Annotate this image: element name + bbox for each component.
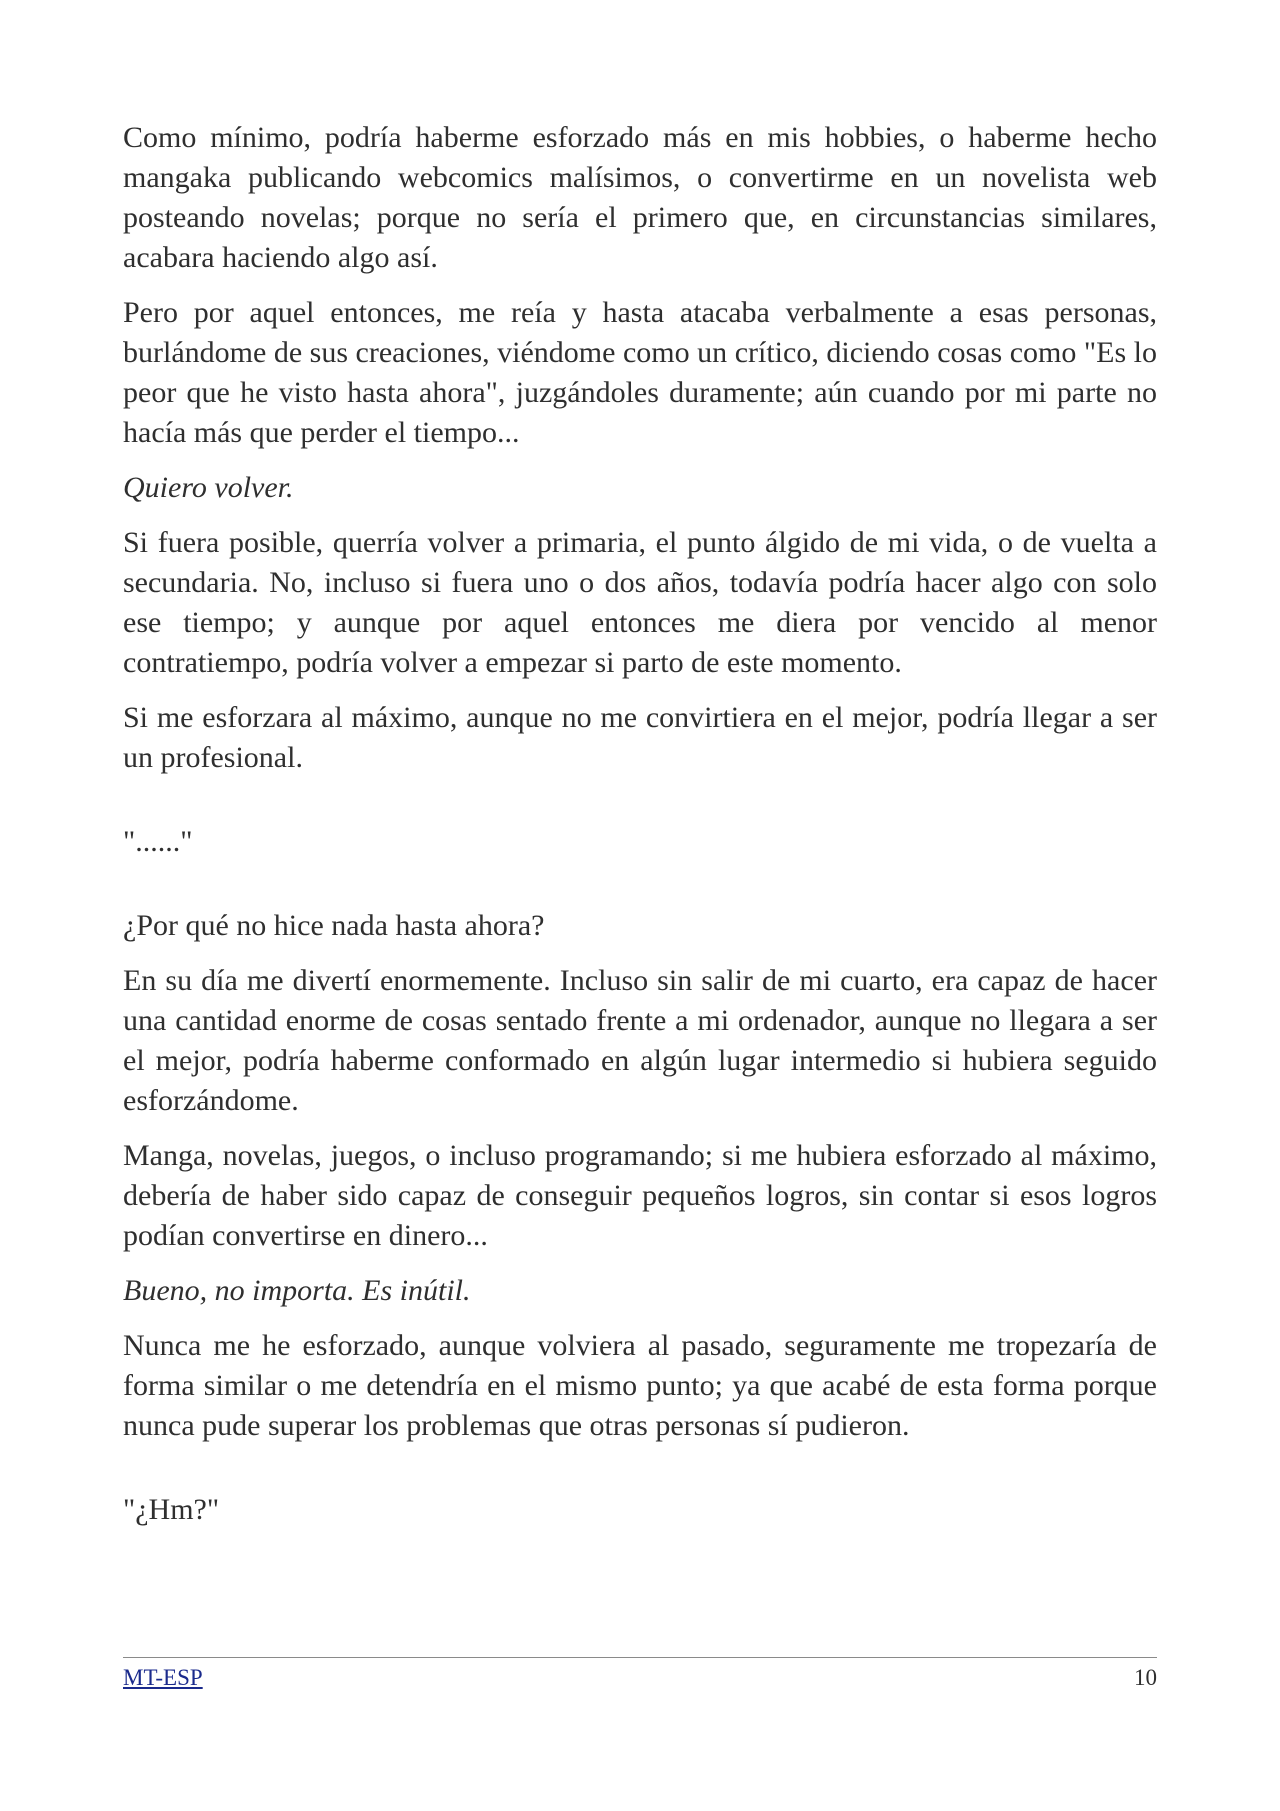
paragraph: Manga, novelas, juegos, o incluso programando; si me hubiera esforzado al máximo, debería de haber sido capaz de conseguir pequeños logros, sin contar si esos logros podían convertirse en dinero... (123, 1139, 1157, 1252)
page-body (123, 118, 1157, 1545)
paragraph: Si me esforzara al máximo, aunque no me convirtiera en el mejor, podría llegar a ser un profesional. (123, 701, 1157, 774)
paragraph: Como mínimo, podría haberme esforzado más en mis hobbies, o haberme hecho mangaka publicando webcomics malísimos, o convertirme en un novelista web posteando novelas; porque no sería el primero que, en circunstancias similares, acabara haciendo algo así. (123, 121, 1157, 274)
italic-paragraph: Quiero volver. (123, 471, 294, 504)
page-footer (123, 1657, 1157, 1690)
page-number: 10 (1134, 1665, 1157, 1690)
dialogue-line: "¿Hm?" (123, 1493, 220, 1526)
dialogue-line: "......" (123, 825, 193, 858)
blank-line (123, 793, 1157, 822)
blank-line (123, 1461, 1157, 1490)
paragraph: Pero por aquel entonces, me reía y hasta atacaba verbalmente a esas personas, burlándome de sus creaciones, viéndome como un crítico, diciendo cosas como "Es lo peor que he visto hasta ahora", juzgándoles duramente; aún cuando por mi parte no hacía más que perder el tiempo... (123, 296, 1157, 449)
footer-link[interactable]: MT-ESP (123, 1665, 203, 1690)
italic-paragraph: Bueno, no importa. Es inútil. (123, 1274, 471, 1307)
paragraph: Si fuera posible, querría volver a primaria, el punto álgido de mi vida, o de vuelta a secundaria. No, incluso si fuera uno o dos años, todavía podría hacer algo con solo ese tiempo; y aunque por aquel entonces me diera por vencido al menor contratiempo, podría volver a empezar si parto de este momento. (123, 526, 1157, 679)
paragraph: ¿Por qué no hice nada hasta ahora? (123, 909, 545, 942)
paragraph: En su día me divertí enormemente. Incluso sin salir de mi cuarto, era capaz de hacer una cantidad enorme de cosas sentado frente a mi ordenador, aunque no llegara a ser el mejor, podría haberme conformado en algún lugar intermedio si hubiera seguido esforzándome. (123, 964, 1157, 1117)
paragraph: Nunca me he esforzado, aunque volviera al pasado, seguramente me tropezaría de forma similar o me detendría en el mismo punto; ya que acabé de esta forma porque nunca pude superar los problemas que otras personas sí pudieron. (123, 1329, 1157, 1442)
blank-line (123, 877, 1157, 906)
